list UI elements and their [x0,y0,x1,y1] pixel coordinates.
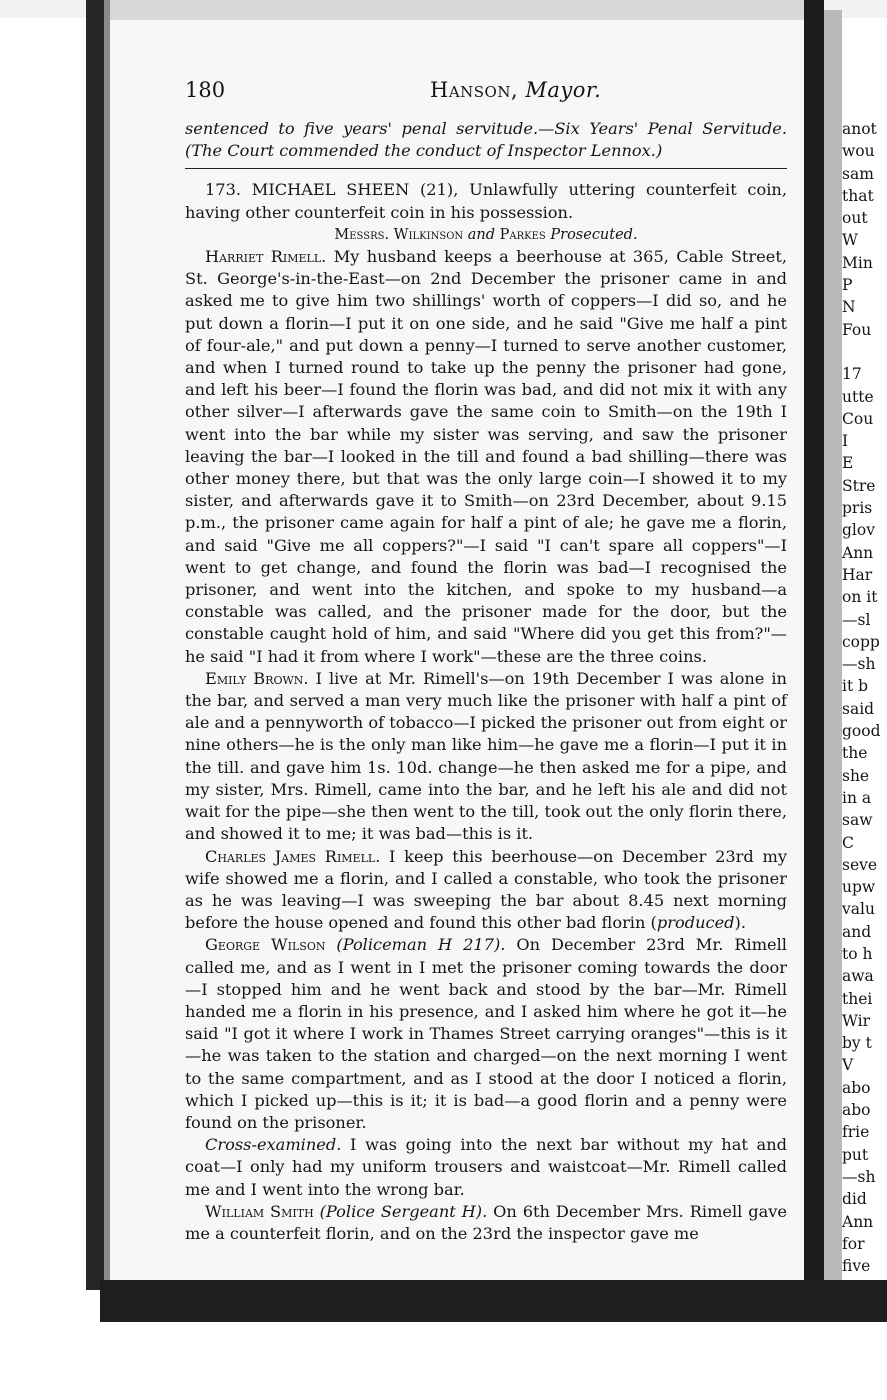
facing-page-line: anot [842,120,877,138]
facing-page-line: abo [842,1078,871,1097]
facing-page-line: did [842,1190,867,1209]
testimony-emily-brown [185,668,787,846]
facing-page-line: five [842,1257,871,1276]
facing-page-line: thei [842,989,873,1008]
facing-page-line: —sh [842,655,876,674]
facing-page-line: she [842,766,870,785]
facing-page-line: seve [842,855,878,874]
page-body [185,118,787,1245]
gutter-fold [824,10,842,1290]
witness-name: William Smith [205,1201,314,1221]
testimony-text: My husband keeps a beerhouse at 365, Cable Street, St. George's-in-the-East—on 2nd December the prisoner came in and asked me to give him two shillings' worth of coppers—I did so, and he put down a florin—I put it on one side, and he said "Give me half a pint of four-ale," and put down a penny—I turned to serve another customer, and when I turned round to take up the penny the prisoner had gone, and left his beer—I found the florin was bad, and did not mix it with any other silver—I afterwards gave the same coin to Smith—on the 19th I went into the bar while my sister was serving, and saw the prisoner leaving the bar—I looked in the till and found a bad shilling—there was other money there, but that was the only large coin—I showed it to my sister, and afterwards gave it to Smith—on 23rd December, about 9.15 p.m., the prisoner came again for half a pint of ale; he gave me a florin, and said "Give me all coppers?"—I said "I can't spare all coppers"—I went to get change, and found the florin was bad—I recognised the prisoner, and went into the kitchen, and spoke to my husband—a constable was called, and the prisoner made for the door, but the constable caught hold of him, and said "Where did you get this from?"—he said "I had it from where I work"—these are the three coins. [185,247,787,666]
facing-page-line: C [842,833,854,852]
witness-name: George Wilson [205,935,326,955]
scan-bottom-shadow [100,1280,887,1322]
facing-page-line [842,341,887,363]
facing-page-line: Har [842,565,873,584]
facing-page-line: —sl [842,610,871,629]
facing-page-line: by t [842,1034,872,1053]
page-number: 180 [185,78,226,102]
testimony-text-end: ). [734,913,746,933]
testimony-text: On 6th December Mrs. Rimell gave me a counterfeit florin, and on the 23rd the inspector gave me [185,1201,787,1243]
scan-bottom-margin [0,1322,887,1400]
facing-page-line: pris [842,499,873,518]
prosecutor-2: Parkes [499,226,546,243]
intro-line-2: Court commended the conduct of Inspector Lennox.) [227,141,663,161]
intro-line-1: sentenced to five years' penal servitude.—Six Years' Penal Servitude. (The [185,119,787,161]
facing-page-line: P [842,276,853,295]
witness-name: Harriet Rimell. [205,247,327,267]
running-head-name: Hanson, [430,78,519,102]
prosecutor-1: Messrs. Wilkinson [334,226,464,243]
facing-page-line: in a [842,788,872,807]
facing-page-line: said [842,699,875,718]
facing-page-line: the [842,744,868,763]
facing-page-line: saw [842,811,873,830]
witness-name: Emily Brown. [205,668,309,688]
facing-page-line: 17 [842,365,862,384]
facing-page-line: frie [842,1123,870,1142]
facing-page-line: it b [842,677,869,696]
facing-page-line: Ann [842,543,874,562]
case-title: 173. MICHAEL SHEEN (21), Unlawfully uttering counterfeit coin, having other counterfeit coin in his possession. [185,180,787,222]
facing-page-fragment [842,118,887,1288]
facing-page-line: V [842,1056,854,1075]
facing-page-line: Fou [842,320,872,339]
prosecuted-label: Prosecuted. [550,226,638,243]
testimony-text: On December 23rd Mr. Rimell called me, and as I went in I met the prisoner coming towards the door —I stopped him and he went back and stood by the bar—Mr. Rimell handed me a florin in his presence, and I asked him where he got it—he said "I got it where I work in Thames Street carrying oranges"—this is it—he was taken to the station and charged—on the next morning I went to the same compartment, and as I stood at the door I noticed a florin, which I picked up—this is it; it is bad—a good florin and a penny were found on the prisoner. [185,935,787,1132]
prosecution-and: and [467,226,496,243]
left-binding-shadow [86,0,104,1290]
facing-page-line: E [842,454,854,473]
facing-page-line: N [842,298,856,317]
facing-page-line: on it [842,588,878,607]
running-head-title: Mayor. [525,78,602,102]
facing-page-line: —sh [842,1167,876,1186]
facing-page-line: sam [842,164,874,183]
facing-page-line: awa [842,967,874,986]
facing-page-line: good [842,722,881,741]
facing-page-line: Cou [842,409,874,428]
testimony-george-wilson [185,934,787,1134]
witness-role: (Police Sergeant H). [319,1201,488,1221]
running-head [430,78,601,102]
facing-page-line: for [842,1234,865,1253]
facing-page-line: abo [842,1101,871,1120]
facing-page-line: Ann [842,1212,874,1231]
facing-page-line: that [842,186,874,205]
facing-page-line: glov [842,521,875,540]
facing-page-line: to h [842,944,873,963]
witness-name: Charles James Rimell. [205,846,381,866]
section-divider [185,168,787,169]
facing-page-line: put [842,1145,869,1164]
testimony-text: I live at Mr. Rimell's—on 19th December I was alone in the bar, and served a man very much like the prisoner with half a pint of ale and a pennyworth of tobacco—I picked the prisoner out from eight or nine others—he is the only man like him—he gave me a florin—I put it in the till. and gave him 1s. 10d. change—he then asked me for a pipe, and my sister, Mrs. Rimell, came into the bar, and he left his ale and did not wait for the pipe—she then went to the till, took out the only florin there, and showed it to me; it was bad—this is it. [185,668,787,844]
testimony-william-smith [185,1201,787,1245]
facing-page-line: utte [842,387,874,406]
prosecution-line [185,224,787,246]
facing-page-line: and [842,922,872,941]
facing-page-line: Stre [842,476,876,495]
facing-page-line: valu [842,900,875,919]
testimony-produced: produced [656,913,735,933]
testimony-text: I keep this beerhouse—on December 23rd my wife showed me a florin, and I called a constable, who took the prisoner as he was leaving—I was sweeping the bar about 8.45 next morning before the house opened and found this other bad florin ( [185,846,787,933]
facing-page-line: wou [842,142,875,161]
cross-examination [185,1134,787,1201]
testimony-charles-james-rimell [185,846,787,935]
facing-page-line: I [842,432,849,451]
cross-examined-label: Cross-examined. [205,1135,342,1155]
facing-page-line: copp [842,632,880,651]
book-gutter [804,0,824,1290]
testimony-text: I was going into the next bar without my hat and coat—I only had my uniform trousers and waistcoat—Mr. Rimell called me and I went into the wrong bar. [185,1135,787,1199]
facing-page-line: Min [842,253,873,272]
facing-page-line: Wir [842,1011,871,1030]
intro-paragraph [185,118,787,162]
testimony-harriet-rimell [185,246,787,668]
facing-page-line: out [842,209,868,228]
witness-role: (Policeman H 217). [336,935,506,955]
facing-page-line: upw [842,878,876,897]
page-header [185,78,785,110]
page-top-edge [104,0,824,22]
facing-page-line: W [842,231,858,250]
